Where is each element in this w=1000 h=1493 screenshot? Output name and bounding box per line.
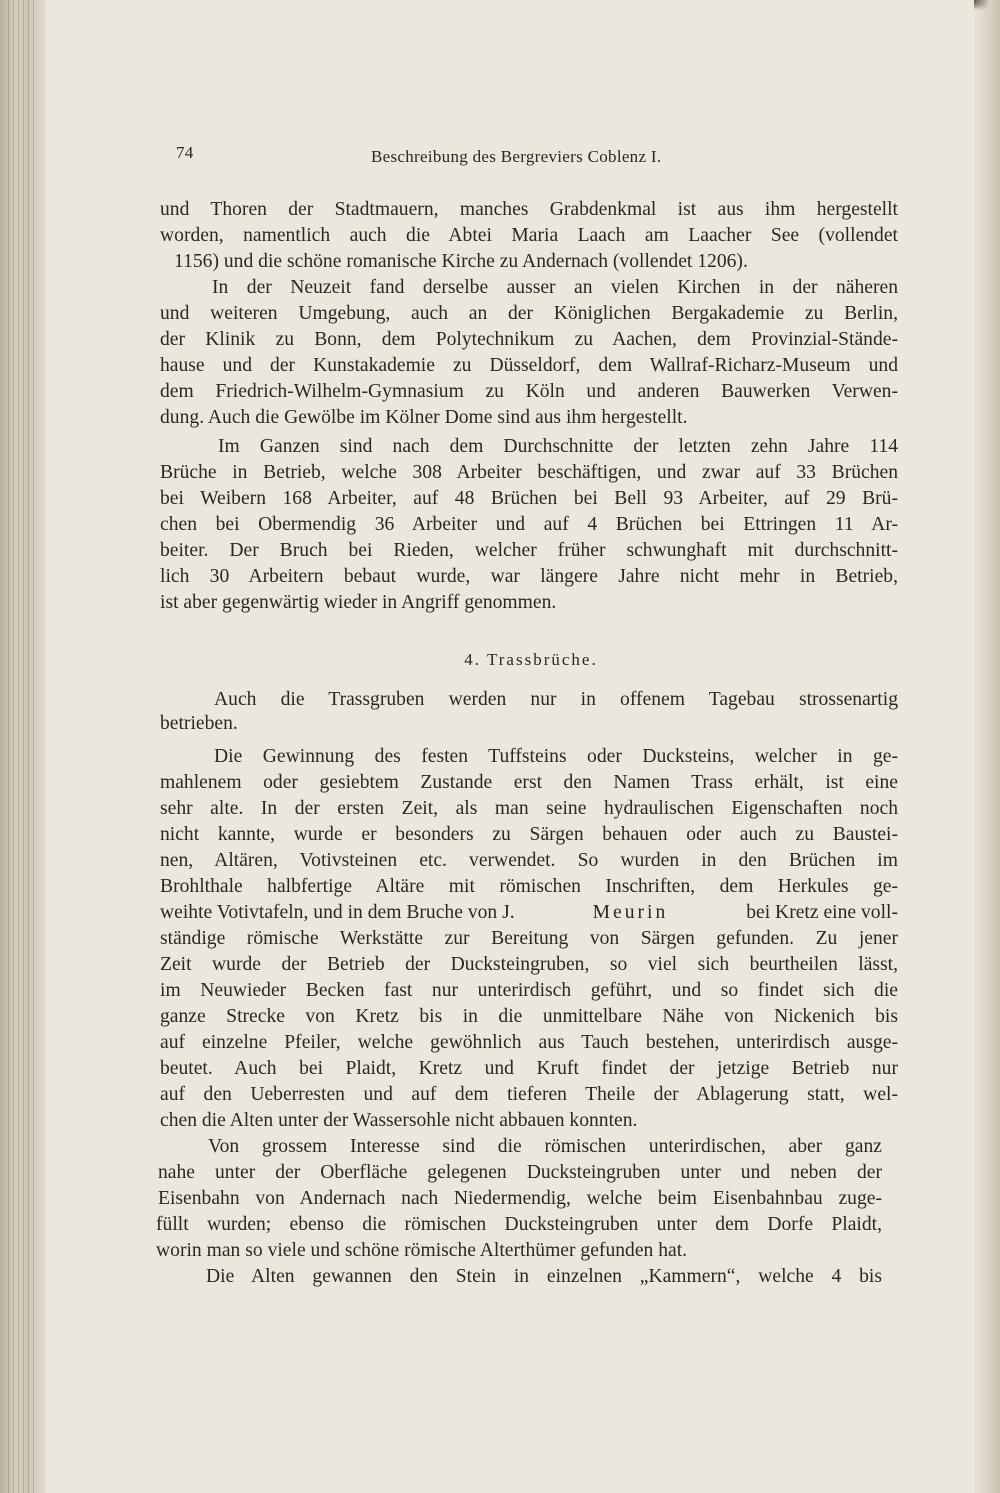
text-line: Die Alten gewannen den Stein in einzelnen „Kammern“, welche 4 bis bbox=[206, 1266, 882, 1287]
text-line: nen, Altären, Votivsteinen etc. verwendet. So wurden in den Brüchen im bbox=[160, 850, 898, 871]
running-head: Beschreibung des Bergreviers Coblenz I. bbox=[371, 147, 662, 166]
text-line: auf einzelne Pfeiler, welche gewöhnlich aus Tauch bestehen, unterirdisch ausge- bbox=[160, 1032, 898, 1053]
text-line: Die Gewinnung des festen Tuffsteins oder Ducksteins, welcher in ge- bbox=[214, 746, 898, 767]
text-line: dung. Auch die Gewölbe im Kölner Dome sind aus ihm hergestellt. bbox=[160, 407, 688, 428]
author-name: Meurin bbox=[592, 902, 669, 923]
text-line: auf den Ueberresten und auf dem tieferen Theile der Ablagerung statt, wel- bbox=[160, 1084, 898, 1105]
page-number: 74 bbox=[176, 143, 194, 162]
text-segment: weihte Votivtafeln, und in dem Bruche von J. bbox=[160, 902, 515, 923]
text-line: chen die Alten unter der Wassersohle nicht abbauen konnten. bbox=[160, 1110, 638, 1131]
text-line: ganze Strecke von Kretz bis in die unmittelbare Nähe von Nickenich bis bbox=[160, 1006, 898, 1027]
text-line: 1156) und die schöne romanische Kirche zu Andernach (vollendet 1206). bbox=[174, 251, 748, 272]
text-line: bei Weibern 168 Arbeiter, auf 48 Brüchen bei Bell 93 Arbeiter, auf 29 Brü- bbox=[160, 488, 898, 509]
text-line: ständige römische Werkstätte zur Bereitung von Särgen gefunden. Zu jener bbox=[160, 928, 898, 949]
text-line: im Neuwieder Becken fast nur unterirdisch geführt, und so findet sich die bbox=[160, 980, 898, 1001]
text-line: worin man so viele und schöne römische Alterthümer gefunden hat. bbox=[156, 1240, 688, 1261]
text-line: füllt wurden; ebenso die römischen Ducksteingruben unter dem Dorfe Plaidt, bbox=[156, 1214, 882, 1235]
text-line: In der Neuzeit fand derselbe ausser an vielen Kirchen in der näheren bbox=[212, 277, 898, 298]
text-line: nahe unter der Oberfläche gelegenen Ducksteingruben unter und neben der bbox=[158, 1162, 882, 1183]
section-heading: 4. Trassbrüche. bbox=[464, 650, 598, 669]
text-line: hause und der Kunstakademie zu Düsseldorf, dem Wallraf-Richarz-Museum und bbox=[160, 355, 898, 376]
text-line: sehr alte. In der ersten Zeit, als man seine hydraulischen Eigenschaften noch bbox=[160, 798, 898, 819]
text-line bbox=[160, 900, 898, 926]
binding-page-edges bbox=[8, 0, 38, 1493]
page-header bbox=[176, 143, 736, 173]
text-line: nicht kannte, wurde er besonders zu Särgen behauen oder auch zu Baustei- bbox=[160, 824, 898, 845]
text-line: Brüche in Betrieb, welche 308 Arbeiter beschäftigen, und zwar auf 33 Brüchen bbox=[160, 462, 898, 483]
text-line: der Klinik zu Bonn, dem Polytechnikum zu Aachen, dem Provinzial-Stände- bbox=[160, 329, 898, 350]
text-line: mahlenem oder gesiebtem Zustande erst den Namen Trass erhält, ist eine bbox=[160, 772, 898, 793]
text-segment: bei Kretz eine voll- bbox=[746, 902, 898, 923]
text-line: chen bei Obermendig 36 Arbeiter und auf 4 Brüchen bei Ettringen 11 Ar- bbox=[160, 514, 898, 535]
text-line: Brohlthale halbfertige Altäre mit römischen Inschriften, dem Herkules ge- bbox=[160, 876, 898, 897]
text-line: dem Friedrich-Wilhelm-Gymnasium zu Köln und anderen Bauwerken Verwen- bbox=[160, 381, 898, 402]
text-line: und weiteren Umgebung, auch an der Königlichen Bergakademie zu Berlin, bbox=[160, 303, 898, 324]
text-line: worden, namentlich auch die Abtei Maria Laach am Laacher See (vollendet bbox=[160, 225, 898, 246]
page-right-edge bbox=[974, 0, 1000, 1493]
text-line: Eisenbahn von Andernach nach Niedermendig, welche beim Eisenbahnbau zuge- bbox=[158, 1188, 882, 1209]
text-line: Auch die Trassgruben werden nur in offenem Tagebau strossenartig bbox=[214, 689, 898, 710]
text-line: beutet. Auch bei Plaidt, Kretz und Kruft findet der jetzige Betrieb nur bbox=[160, 1058, 898, 1079]
text-line: und Thoren der Stadtmauern, manches Grabdenkmal ist aus ihm hergestellt bbox=[160, 199, 898, 220]
text-line: Im Ganzen sind nach dem Durchschnitte der letzten zehn Jahre 114 bbox=[218, 436, 898, 457]
text-line: Zeit wurde der Betrieb der Ducksteingruben, so viel sich beurtheilen lässt, bbox=[160, 954, 898, 975]
text-line: lich 30 Arbeitern bebaut wurde, war längere Jahre nicht mehr in Betrieb, bbox=[160, 566, 898, 587]
text-line: betrieben. bbox=[160, 713, 238, 734]
text-line: beiter. Der Bruch bei Rieden, welcher früher schwunghaft mit durchschnitt- bbox=[160, 540, 898, 561]
text-line: Von grossem Interesse sind die römischen unterirdischen, aber ganz bbox=[208, 1136, 882, 1157]
text-line: ist aber gegenwärtig wieder in Angriff genommen. bbox=[160, 592, 557, 613]
